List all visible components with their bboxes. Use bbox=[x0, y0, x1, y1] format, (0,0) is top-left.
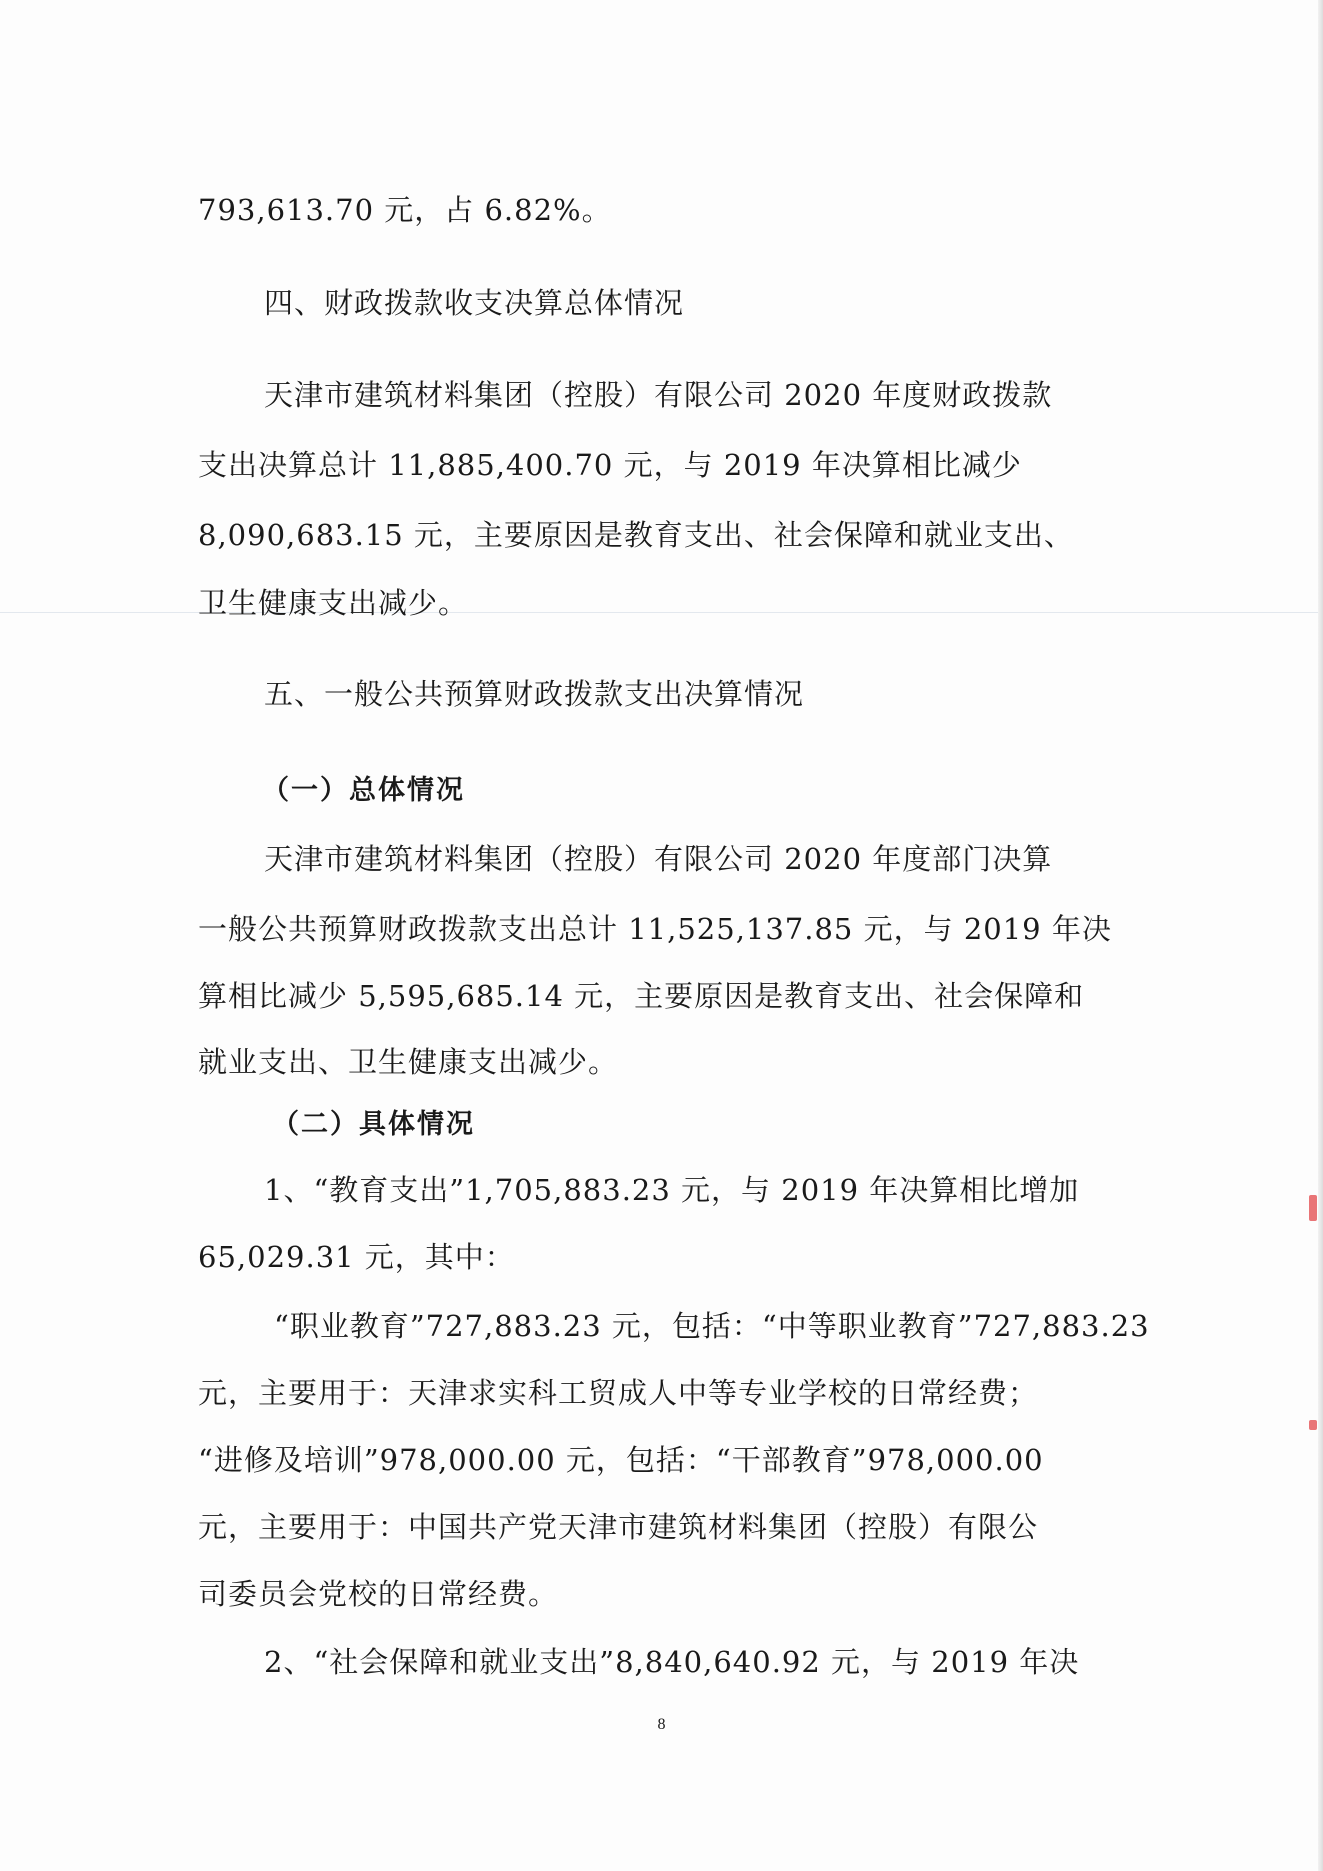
subsection-heading: （二）具体情况 bbox=[272, 1109, 475, 1140]
paragraph-line: 1、“教育支出”1,705,883.23 元，与 2019 年决算相比增加 bbox=[264, 1173, 1080, 1207]
paragraph-line: 卫生健康支出减少。 bbox=[198, 586, 469, 620]
paragraph-line: “职业教育”727,883.23 元，包括：“中等职业教育”727,883.23 bbox=[274, 1309, 1150, 1343]
paragraph-line: 65,029.31 元，其中： bbox=[198, 1240, 515, 1274]
paragraph-line: 算相比减少 5,595,685.14 元，主要原因是教育支出、社会保障和 bbox=[198, 979, 1085, 1013]
paragraph-line: 一般公共预算财政拨款支出总计 11,525,137.85 元，与 2019 年决 bbox=[198, 912, 1112, 946]
page-edge-shadow bbox=[1318, 0, 1323, 1871]
red-stamp-fragment bbox=[1309, 1195, 1317, 1221]
paragraph-line: 就业支出、卫生健康支出减少。 bbox=[198, 1045, 619, 1079]
red-stamp-fragment bbox=[1309, 1420, 1317, 1430]
paragraph-line: 支出决算总计 11,885,400.70 元，与 2019 年决算相比减少 bbox=[198, 448, 1022, 482]
subsection-heading: （一）总体情况 bbox=[262, 775, 465, 806]
paragraph-line: 793,613.70 元，占 6.82%。 bbox=[198, 193, 612, 227]
paragraph-line: 8,090,683.15 元，主要原因是教育支出、社会保障和就业支出、 bbox=[198, 518, 1074, 552]
paragraph-line: 元，主要用于：天津求实科工贸成人中等专业学校的日常经费； bbox=[198, 1376, 1039, 1410]
section-heading: 四、财政拨款收支决算总体情况 bbox=[264, 286, 685, 320]
paragraph-line: 2、“社会保障和就业支出”8,840,640.92 元，与 2019 年决 bbox=[264, 1645, 1080, 1679]
paragraph-line: 元，主要用于：中国共产党天津市建筑材料集团（控股）有限公 bbox=[198, 1510, 1039, 1544]
paragraph-line: 司委员会党校的日常经费。 bbox=[198, 1577, 559, 1611]
page-number: 8 bbox=[657, 1716, 666, 1733]
section-heading: 五、一般公共预算财政拨款支出决算情况 bbox=[264, 677, 805, 711]
paragraph-line: 天津市建筑材料集团（控股）有限公司 2020 年度财政拨款 bbox=[264, 378, 1053, 412]
paragraph-line: “进修及培训”978,000.00 元，包括：“干部教育”978,000.00 bbox=[198, 1443, 1044, 1477]
paragraph-line: 天津市建筑材料集团（控股）有限公司 2020 年度部门决算 bbox=[264, 842, 1053, 876]
